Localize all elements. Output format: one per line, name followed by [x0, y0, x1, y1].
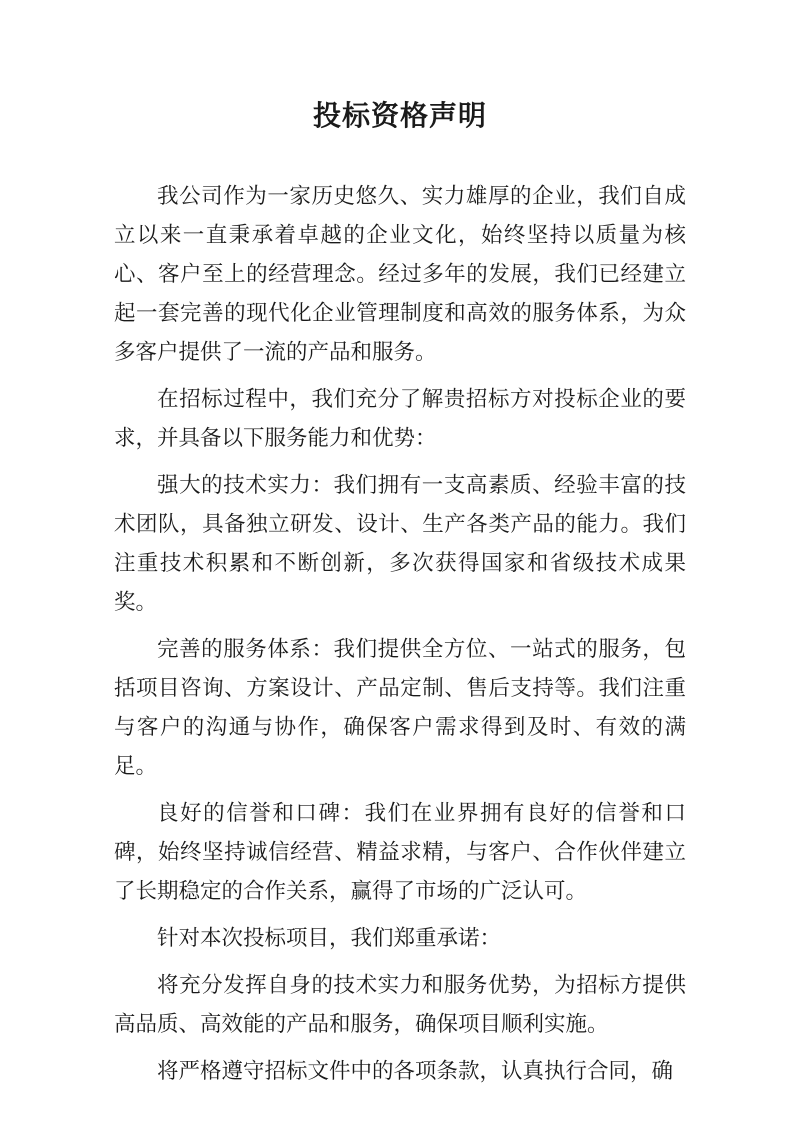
paragraph-commitment-2: 将严格遵守招标文件中的各项条款，认真执行合同，确	[157, 1059, 674, 1084]
paragraph-commitment-intro: 针对本次投标项目，我们郑重承诺：	[157, 926, 502, 951]
paragraph-requirements: 在招标过程中，我们充分了解贵招标方对投标企业的要求，并具备以下服务能力和优势：	[114, 387, 686, 451]
paragraph-service-system: 完善的服务体系：我们提供全方位、一站式的服务，包括项目咨询、方案设计、产品定制、售后支持等。我们注重与客户的沟通与协作，确保客户需求得到及时、有效的满足。	[114, 637, 686, 779]
paragraph-reputation: 良好的信誉和口碑：我们在业界拥有良好的信誉和口碑，始终坚持诚信经营、精益求精，与客户、合作伙伴建立了长期稳定的合作关系，赢得了市场的广泛认可。	[114, 801, 686, 904]
paragraph-technical-strength: 强大的技术实力：我们拥有一支高素质、经验丰富的技术团队，具备独立研发、设计、生产各类产品的能力。我们注重技术积累和不断创新，多次获得国家和省级技术成果奖。	[114, 473, 686, 615]
paragraph-company-intro: 我公司作为一家历史悠久、实力雄厚的企业，我们自成立以来一直秉承着卓越的企业文化，始终坚持以质量为核心、客户至上的经营理念。经过多年的发展，我们已经建立起一套完善的现代化企业管理制度和高效的服务体系，为众多客户提供了一流的产品和服务。	[114, 184, 686, 365]
document-body	[114, 177, 686, 1099]
document-title: 投标资格声明	[312, 99, 487, 132]
paragraph-commitment-1: 将充分发挥自身的技术实力和服务优势，为招标方提供高品质、高效能的产品和服务，确保项目顺利实施。	[114, 973, 686, 1037]
